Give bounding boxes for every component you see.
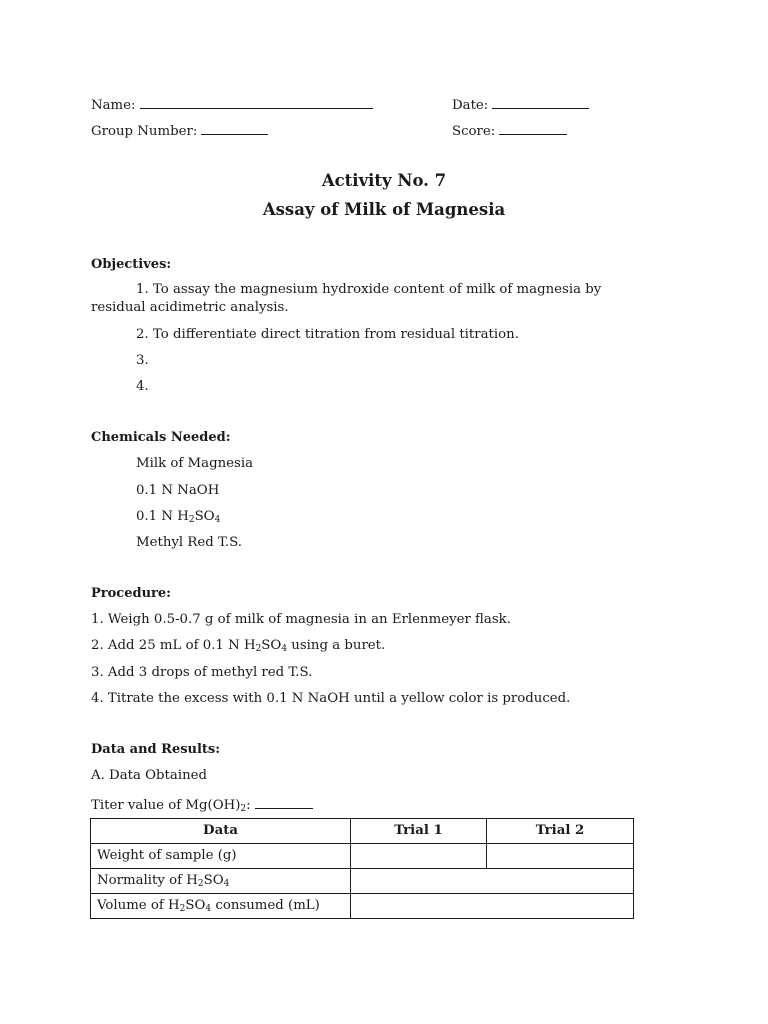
row-volume-value-cell[interactable] bbox=[351, 894, 634, 919]
row-weight-trial2-cell[interactable] bbox=[487, 844, 634, 869]
objective-2: 2. To differentiate direct titration from residual titration. bbox=[136, 327, 519, 342]
col-data-header: Data bbox=[91, 819, 351, 844]
col-trial1-header: Trial 1 bbox=[351, 819, 487, 844]
date-field[interactable] bbox=[452, 96, 589, 112]
titer-value-blank[interactable] bbox=[255, 796, 313, 809]
table-row bbox=[91, 869, 634, 894]
row-weight-trial1-cell[interactable] bbox=[351, 844, 487, 869]
chemical-methyl-red: Methyl Red T.S. bbox=[136, 535, 243, 550]
date-label: Date: bbox=[452, 98, 489, 113]
name-field[interactable] bbox=[91, 96, 373, 112]
chemical-naoh: 0.1 N NaOH bbox=[136, 483, 220, 498]
objective-3: 3. bbox=[136, 353, 149, 368]
titer-value-field[interactable]: Titer value of $Mg(OH)_2$: bbox=[91, 796, 313, 812]
date-blank[interactable] bbox=[492, 96, 589, 109]
chemical-milk-of-magnesia: Milk of Magnesia bbox=[136, 456, 254, 471]
group-number-field[interactable] bbox=[91, 122, 268, 138]
table-row bbox=[91, 844, 634, 869]
score-field[interactable] bbox=[452, 122, 567, 138]
objective-4: 4. bbox=[136, 379, 149, 394]
row-volume-label: Volume of $H_2SO_4$ consumed (mL) bbox=[91, 894, 351, 919]
row-normality-value-cell[interactable] bbox=[351, 869, 634, 894]
procedure-step-1: 1. Weigh 0.5-0.7 g of milk of magnesia in an Erlenmeyer flask. bbox=[91, 612, 511, 627]
procedure-step-3: 3. Add 3 drops of methyl red T.S. bbox=[91, 665, 313, 680]
results-heading: Data and Results: bbox=[91, 742, 221, 757]
procedure-step-2: 2. Add 25 mL of 0.1 N $H_2SO_4$ using a buret. bbox=[91, 638, 386, 654]
procedure-heading: Procedure: bbox=[91, 586, 171, 601]
table-header-row bbox=[91, 819, 634, 844]
group-number-blank[interactable] bbox=[201, 122, 268, 135]
data-table bbox=[90, 818, 634, 919]
row-weight-label: Weight of sample (g) bbox=[91, 844, 351, 869]
objective-1-line2: residual acidimetric analysis. bbox=[91, 300, 289, 315]
activity-subtitle: Assay of Milk of Magnesia bbox=[262, 200, 506, 219]
col-trial2-header: Trial 2 bbox=[487, 819, 634, 844]
score-label: Score: bbox=[452, 124, 496, 139]
data-obtained-label: A. Data Obtained bbox=[91, 768, 208, 783]
name-blank[interactable] bbox=[140, 96, 373, 109]
name-label: Name: bbox=[91, 98, 136, 113]
chemical-h2so4: 0.1 N $H_2SO_4$ bbox=[136, 509, 221, 525]
chemicals-heading: Chemicals Needed: bbox=[91, 430, 231, 445]
table-row bbox=[91, 894, 634, 919]
group-number-label: Group Number: bbox=[91, 124, 198, 139]
objective-1-line1: 1. To assay the magnesium hydroxide content of milk of magnesia by bbox=[136, 282, 602, 297]
procedure-step-4: 4. Titrate the excess with 0.1 N NaOH until a yellow color is produced. bbox=[91, 691, 571, 706]
row-normality-label: Normality of $H_2SO_4$ bbox=[91, 869, 351, 894]
activity-title: Activity No. 7 bbox=[321, 171, 447, 190]
score-blank[interactable] bbox=[499, 122, 567, 135]
objectives-heading: Objectives: bbox=[91, 257, 172, 272]
